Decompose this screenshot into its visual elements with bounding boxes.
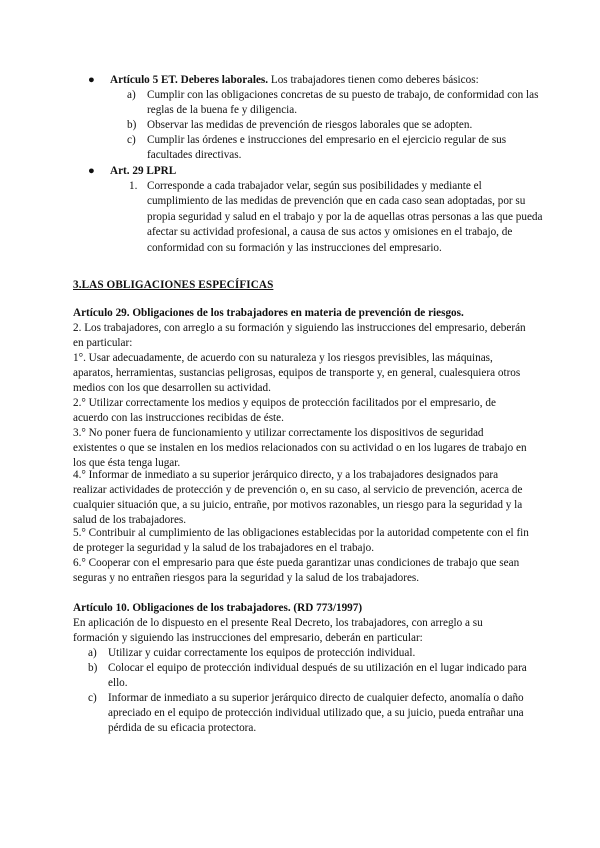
art5-intro: Los trabajadores tienen como deberes básicos:	[268, 74, 479, 86]
list-item-text: Corresponde a cada trabajador velar, según sus posibilidades y mediante el cumplimiento de las medidas de prevención que en cada caso sean adoptadas, por su propia seguridad y salud en el trabajo y por la de aquellas otras personas a las que pueda afectar su actividad profesional, a causa de sus actos y omisiones en el trabajo, de conformidad con su formación y las instrucciones del empresario.	[147, 180, 543, 254]
list-item-text: Utilizar y cuidar correctamente los equipos de protección individual.	[108, 647, 416, 659]
list-item-text: Observar las medidas de prevención de riesgos laborales que se adopten.	[147, 119, 473, 131]
article29-paragraph: 2. Los trabajadores, con arreglo a su formación y siguiendo las instrucciones del empresario, deberán en particular:	[73, 322, 526, 349]
list-item-text: Cumplir las órdenes e instrucciones del empresario en el ejercicio regular de sus facultades directivas.	[147, 134, 507, 161]
article10-intro: En aplicación de lo dispuesto en el presente Real Decreto, los trabajadores, con arreglo a su formación y siguiendo las instrucciones del empresario, deberán en particular:	[73, 617, 483, 644]
art5-title: Artículo 5 ET. Deberes laborales.	[110, 74, 269, 86]
list-item-text: Colocar el equipo de protección individual después de su utilización en el lugar indicado para ello.	[108, 662, 527, 689]
list-marker: b)	[127, 119, 137, 131]
section-heading: 3.LAS OBLIGACIONES ESPECÍFICAS	[73, 279, 274, 291]
article29-paragraph: 6.° Cooperar con el empresario para que éste pueda garantizar unas condiciones de trabajo que sean seguras y no entrañen riesgos para la seguridad y la salud de los trabajadores.	[73, 557, 520, 584]
bullet-art5-line	[110, 73, 479, 88]
bullet-art29-line	[110, 164, 176, 179]
article29-paragraph: 3.° No poner fuera de funcionamiento y utilizar correctamente los dispositivos de seguridad existentes o que se instalen en los medios relacionados con su actividad o en los lugares de trabajo en los que ésta tenga lugar.	[73, 427, 527, 469]
art29-lprl-title: Art. 29 LPRL	[110, 165, 177, 177]
list-marker: a)	[88, 647, 97, 659]
article29-paragraph: 4.° Informar de inmediato a su superior jerárquico directo, y a los trabajadores designados para realizar actividades de protección y de prevención o, en su caso, al servicio de prevención, acerca de cualquier situación que, a su juicio, entrañe, por motivos razonables, un riesgo para la seguridad y la salud de los trabajadores.	[73, 469, 523, 526]
article29-paragraph: 5.° Contribuir al cumplimiento de las obligaciones establecidas por la autoridad competente con el fin de proteger la seguridad y la salud de los trabajadores en el trabajo.	[73, 527, 529, 554]
list-marker: c)	[88, 692, 97, 704]
article29-title: Artículo 29. Obligaciones de los trabajadores en materia de prevención de riesgos.	[73, 307, 464, 319]
list-marker: 1.	[129, 180, 138, 192]
list-marker: a)	[127, 89, 136, 101]
bullet-dot-icon: ●	[88, 74, 95, 86]
list-item-text: Informar de inmediato a su superior jerárquico directo de cualquier defecto, anomalía o daño apreciado en el equipo de protección individual utilizado que, a su juicio, pueda entrañar una pérdida de su eficacia protectora.	[108, 692, 524, 734]
list-item-text: Cumplir con las obligaciones concretas de su puesto de trabajo, de conformidad con las reglas de la buena fe y diligencia.	[147, 89, 539, 116]
list-marker: b)	[88, 662, 98, 674]
article29-paragraph: 2.° Utilizar correctamente los medios y equipos de protección facilitados por el empresario, de acuerdo con las instrucciones recibidas de éste.	[73, 397, 496, 424]
bullet-dot-icon: ●	[88, 165, 95, 177]
article10-title: Artículo 10. Obligaciones de los trabajadores. (RD 773/1997)	[73, 602, 363, 614]
list-marker: c)	[127, 134, 136, 146]
article29-paragraph: 1°. Usar adecuadamente, de acuerdo con su naturaleza y los riesgos previsibles, las máquinas, aparatos, herramientas, sustancias peligrosas, equipos de transporte y, en general, cualesquiera otros medios con los que desarrollen su actividad.	[73, 352, 521, 394]
